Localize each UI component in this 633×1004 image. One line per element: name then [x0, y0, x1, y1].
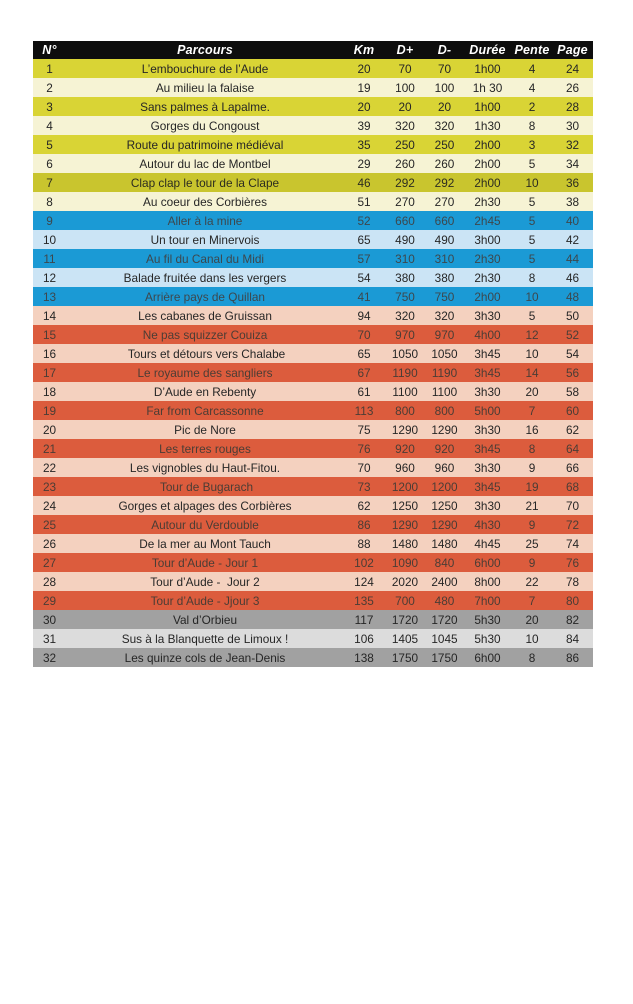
cell-page: 44	[565, 251, 580, 266]
cell-km: 54	[357, 270, 371, 285]
cell-pente: 19	[525, 479, 539, 494]
cell-duree: 8h00	[474, 574, 501, 589]
cell-page: 74	[565, 536, 580, 551]
cell-pente: 10	[525, 289, 539, 304]
cell-dplus: 1290	[391, 422, 419, 437]
cell-pente: 14	[525, 365, 539, 380]
cell-km: 29	[357, 156, 371, 171]
cell-duree: 4h30	[474, 517, 501, 532]
cell-dplus: 1100	[392, 384, 418, 399]
cell-dminus: 20	[437, 99, 452, 114]
cell-route-name: Sans palmes à Lapalme.	[140, 99, 270, 114]
cell-page: 34	[565, 156, 580, 171]
cell-route-number: 18	[42, 384, 57, 399]
table-row	[33, 553, 593, 572]
cell-dminus: 100	[434, 80, 455, 95]
cell-page: 38	[565, 194, 580, 209]
cell-dplus: 320	[395, 308, 415, 323]
cell-page: 78	[565, 574, 580, 589]
cell-km: 65	[357, 232, 371, 247]
cell-duree: 2h00	[474, 137, 501, 152]
cell-km: 106	[354, 631, 374, 646]
cell-page: 70	[565, 498, 580, 513]
cell-route-number: 9	[46, 213, 53, 228]
cell-km: 76	[357, 441, 371, 456]
table-row	[33, 135, 593, 154]
cell-duree: 1h30	[474, 118, 501, 133]
cell-dminus: 1100	[431, 384, 458, 399]
cell-dminus: 270	[434, 194, 455, 209]
cell-route-number: 28	[42, 574, 57, 589]
cell-duree: 3h00	[474, 232, 501, 247]
cell-dplus: 700	[395, 593, 415, 608]
table-header-row	[33, 41, 593, 59]
cell-page: 36	[565, 175, 580, 190]
cell-route-name: L’embouchure de l’Aude	[141, 61, 269, 76]
cell-dminus: 320	[434, 118, 455, 133]
cell-route-number: 6	[46, 156, 53, 171]
cell-page: 62	[565, 422, 580, 437]
table-body	[33, 59, 593, 667]
cell-km: 20	[357, 99, 371, 114]
cell-km: 62	[357, 498, 371, 513]
cell-page: 76	[565, 555, 580, 570]
cell-dminus: 320	[434, 308, 455, 323]
cell-km: 57	[357, 251, 371, 266]
cell-duree: 2h30	[474, 194, 501, 209]
cell-route-number: 24	[42, 498, 57, 513]
cell-dminus: 1290	[431, 422, 458, 437]
cell-route-name: Pic de Nore	[174, 422, 236, 437]
cell-pente: 9	[528, 460, 536, 475]
cell-route-name: Autour du lac de Montbel	[139, 156, 271, 171]
cell-km: 88	[357, 536, 371, 551]
table-row	[33, 496, 593, 515]
column-header-parcours: Parcours	[177, 43, 233, 57]
table-row	[33, 154, 593, 173]
cell-dminus: 310	[434, 251, 455, 266]
cell-route-number: 22	[42, 460, 57, 475]
table-row	[33, 116, 593, 135]
cell-dplus: 750	[395, 289, 415, 304]
cell-route-name: Un tour en Minervois	[150, 232, 260, 247]
column-header-dminus: D-	[437, 43, 452, 57]
cell-page: 80	[565, 593, 580, 608]
cell-duree: 5h00	[474, 403, 501, 418]
cell-dminus: 250	[434, 137, 455, 152]
cell-page: 56	[565, 365, 580, 380]
cell-duree: 3h30	[474, 308, 501, 323]
cell-duree: 3h30	[474, 460, 501, 475]
cell-page: 40	[565, 213, 580, 228]
cell-route-number: 31	[42, 631, 57, 646]
cell-route-number: 1	[46, 61, 53, 76]
cell-km: 39	[357, 118, 371, 133]
cell-route-number: 25	[42, 517, 57, 532]
table-row	[33, 211, 593, 230]
cell-km: 75	[357, 422, 371, 437]
cell-route-name: Au fil du Canal du Midi	[145, 251, 265, 266]
cell-pente: 22	[525, 574, 539, 589]
cell-dminus: 1290	[431, 517, 458, 532]
table-row	[33, 572, 593, 591]
cell-dminus: 750	[434, 289, 455, 304]
cell-route-name: Tour d’Aude - Jjour 3	[150, 593, 260, 608]
column-header-dplus: D+	[396, 43, 414, 57]
table-row	[33, 249, 593, 268]
cell-page: 60	[565, 403, 580, 418]
cell-pente: 2	[528, 99, 536, 114]
cell-route-name: Tours et détours vers Chalabe	[124, 346, 286, 361]
cell-pente: 12	[525, 327, 539, 342]
cell-duree: 1h 30	[472, 80, 503, 95]
cell-route-number: 27	[42, 555, 57, 570]
column-header-num: N°	[42, 43, 57, 57]
cell-route-name: Ne pas squizzer Couiza	[142, 327, 268, 342]
cell-route-number: 16	[42, 346, 57, 361]
cell-duree: 5h30	[474, 631, 501, 646]
cell-pente: 8	[528, 441, 536, 456]
cell-page: 68	[565, 479, 580, 494]
cell-dplus: 1250	[391, 498, 419, 513]
cell-page: 48	[565, 289, 580, 304]
cell-dminus: 1190	[431, 365, 458, 380]
cell-duree: 6h00	[474, 555, 501, 570]
cell-pente: 7	[528, 403, 536, 418]
cell-pente: 20	[525, 384, 539, 399]
cell-dplus: 20	[398, 99, 412, 114]
cell-route-name: Autour du Verdouble	[151, 517, 259, 532]
table-row	[33, 59, 593, 78]
cell-km: 41	[357, 289, 371, 304]
cell-km: 61	[357, 384, 371, 399]
cell-dplus: 70	[398, 61, 412, 76]
cell-route-number: 15	[42, 327, 57, 342]
cell-km: 70	[357, 460, 371, 475]
cell-dplus: 800	[395, 403, 415, 418]
cell-km: 124	[354, 574, 374, 589]
cell-page: 26	[565, 80, 580, 95]
table-row	[33, 534, 593, 553]
cell-route-number: 2	[46, 80, 53, 95]
cell-km: 94	[357, 308, 371, 323]
cell-dplus: 1200	[391, 479, 419, 494]
cell-duree: 3h45	[474, 365, 501, 380]
cell-km: 35	[357, 137, 371, 152]
table-row	[33, 344, 593, 363]
cell-route-number: 14	[42, 308, 57, 323]
cell-route-name: Clap clap le tour de la Clape	[130, 175, 280, 190]
cell-page: 28	[565, 99, 580, 114]
cell-pente: 7	[528, 593, 536, 608]
cell-route-number: 8	[46, 194, 53, 209]
cell-dplus: 1050	[391, 346, 419, 361]
cell-pente: 20	[525, 612, 539, 627]
cell-pente: 5	[528, 232, 536, 247]
cell-dminus: 660	[434, 213, 455, 228]
cell-dplus: 490	[395, 232, 415, 247]
table-row	[33, 363, 593, 382]
cell-route-number: 7	[46, 175, 53, 190]
cell-duree: 2h45	[474, 213, 501, 228]
cell-dminus: 70	[437, 61, 452, 76]
cell-dplus: 970	[395, 327, 415, 342]
cell-page: 82	[565, 612, 580, 627]
cell-page: 54	[565, 346, 580, 361]
cell-dminus: 920	[434, 441, 455, 456]
cell-km: 65	[357, 346, 371, 361]
cell-dplus: 260	[395, 156, 415, 171]
table-row	[33, 515, 593, 534]
cell-pente: 3	[528, 137, 536, 152]
cell-duree: 7h00	[474, 593, 501, 608]
table-row	[33, 439, 593, 458]
cell-route-name: Les vignobles du Haut-Fitou.	[129, 460, 281, 475]
cell-dminus: 800	[434, 403, 455, 418]
cell-route-number: 19	[42, 403, 57, 418]
cell-pente: 5	[528, 213, 536, 228]
cell-pente: 8	[528, 118, 536, 133]
cell-route-name: D’Aude en Rebenty	[153, 384, 257, 399]
cell-km: 135	[354, 593, 374, 608]
cell-dminus: 1720	[431, 612, 458, 627]
cell-route-name: Aller à la mine	[167, 213, 243, 228]
cell-route-name: Tour d’Aude - Jour 2	[150, 574, 260, 589]
cell-pente: 4	[528, 61, 536, 76]
cell-page: 46	[565, 270, 580, 285]
cell-route-name: Val d’Orbieu	[172, 612, 238, 627]
cell-route-number: 5	[46, 137, 53, 152]
table-row	[33, 458, 593, 477]
table-row	[33, 477, 593, 496]
cell-route-number: 29	[42, 593, 57, 608]
cell-dminus: 1480	[431, 536, 458, 551]
cell-dplus: 270	[395, 194, 415, 209]
cell-km: 67	[357, 365, 371, 380]
table-row	[33, 268, 593, 287]
cell-route-name: Route du patrimoine médiéval	[126, 137, 284, 152]
cell-dminus: 260	[434, 156, 455, 171]
cell-page: 32	[565, 137, 580, 152]
cell-dplus: 660	[395, 213, 415, 228]
cell-route-name: Balade fruitée dans les vergers	[123, 270, 287, 285]
cell-duree: 1h00	[474, 99, 501, 114]
cell-route-name: Au milieu la falaise	[155, 80, 255, 95]
cell-route-number: 4	[46, 118, 53, 133]
cell-dplus: 292	[395, 175, 415, 190]
table-row	[33, 97, 593, 116]
cell-dplus: 920	[395, 441, 415, 456]
cell-km: 20	[357, 61, 371, 76]
cell-duree: 2h30	[474, 270, 501, 285]
cell-route-number: 17	[42, 365, 57, 380]
cell-duree: 3h45	[474, 479, 501, 494]
cell-dplus: 1290	[391, 517, 419, 532]
cell-route-name: Les quinze cols de Jean-Denis	[124, 650, 286, 665]
cell-dminus: 490	[434, 232, 455, 247]
cell-page: 66	[565, 460, 580, 475]
cell-route-name: De la mer au Mont Tauch	[139, 536, 271, 551]
cell-route-name: Arrière pays de Quillan	[145, 289, 265, 304]
cell-route-name: Les cabanes de Gruissan	[138, 308, 272, 323]
cell-duree: 2h30	[474, 251, 501, 266]
cell-page: 30	[565, 118, 580, 133]
cell-km: 86	[357, 517, 371, 532]
table-row	[33, 192, 593, 211]
table-row	[33, 382, 593, 401]
cell-dplus: 380	[395, 270, 415, 285]
column-header-pente: Pente	[514, 43, 550, 57]
cell-dminus: 1250	[431, 498, 458, 513]
cell-pente: 5	[528, 156, 536, 171]
cell-dplus: 1480	[391, 536, 419, 551]
cell-route-name: Les terres rouges	[159, 441, 251, 456]
cell-route-number: 11	[43, 251, 56, 266]
cell-pente: 10	[525, 631, 539, 646]
cell-pente: 5	[528, 251, 536, 266]
cell-dplus: 2020	[391, 574, 419, 589]
cell-page: 86	[565, 650, 580, 665]
cell-route-number: 3	[46, 99, 53, 114]
cell-dminus: 380	[434, 270, 455, 285]
cell-dplus: 310	[395, 251, 415, 266]
cell-pente: 25	[525, 536, 539, 551]
cell-page: 42	[565, 232, 580, 247]
cell-dplus: 1720	[391, 612, 419, 627]
table-row	[33, 287, 593, 306]
cell-route-number: 20	[42, 422, 57, 437]
cell-km: 52	[357, 213, 371, 228]
cell-dminus: 2400	[431, 574, 458, 589]
cell-pente: 8	[528, 650, 536, 665]
cell-page: 52	[565, 327, 580, 342]
cell-page: 64	[565, 441, 580, 456]
cell-pente: 5	[528, 194, 536, 209]
cell-duree: 2h00	[474, 289, 501, 304]
cell-route-name: Sus à la Blanquette de Limoux !	[121, 631, 289, 646]
cell-dminus: 1050	[431, 346, 458, 361]
cell-dminus: 840	[434, 555, 455, 570]
cell-route-number: 13	[42, 289, 57, 304]
cell-duree: 1h00	[474, 61, 501, 76]
cell-dplus: 1750	[391, 650, 419, 665]
cell-duree: 5h30	[474, 612, 501, 627]
cell-dminus: 292	[434, 175, 455, 190]
table-row	[33, 610, 593, 629]
cell-route-name: Gorges et alpages des Corbières	[118, 498, 292, 513]
cell-duree: 3h30	[474, 498, 501, 513]
cell-km: 117	[354, 612, 374, 627]
cell-route-name: Far from Carcassonne	[146, 403, 264, 418]
table-row	[33, 420, 593, 439]
table-row	[33, 306, 593, 325]
cell-dminus: 970	[434, 327, 455, 342]
table-row	[33, 325, 593, 344]
cell-dplus: 1405	[391, 631, 419, 646]
cell-pente: 16	[525, 422, 539, 437]
cell-page: 84	[565, 631, 580, 646]
cell-duree: 3h30	[474, 384, 501, 399]
cell-dminus: 480	[434, 593, 455, 608]
cell-route-name: Le royaume des sangliers	[137, 365, 273, 380]
cell-route-name: Tour de Bugarach	[156, 479, 254, 494]
cell-route-name: Au coeur des Corbières	[143, 194, 267, 209]
cell-page: 72	[565, 517, 580, 532]
cell-page: 58	[565, 384, 580, 399]
table-row	[33, 78, 593, 97]
cell-page: 24	[565, 61, 580, 76]
cell-duree: 3h45	[474, 441, 501, 456]
cell-pente: 10	[525, 346, 539, 361]
table-row	[33, 591, 593, 610]
cell-route-number: 32	[42, 650, 57, 665]
cell-pente: 9	[528, 555, 536, 570]
cell-km: 102	[354, 555, 374, 570]
cell-duree: 3h45	[474, 346, 501, 361]
cell-km: 73	[357, 479, 371, 494]
cell-km: 113	[354, 403, 374, 418]
table-row	[33, 230, 593, 249]
cell-page: 50	[565, 308, 580, 323]
cell-route-number: 30	[42, 612, 57, 627]
cell-dplus: 960	[395, 460, 415, 475]
cell-duree: 2h00	[474, 175, 501, 190]
cell-route-number: 12	[42, 270, 57, 285]
cell-duree: 4h00	[474, 327, 501, 342]
cell-pente: 21	[525, 498, 539, 513]
cell-dminus: 1045	[431, 631, 458, 646]
table-row	[33, 173, 593, 192]
cell-km: 46	[357, 175, 371, 190]
cell-dminus: 1200	[431, 479, 458, 494]
table-row	[33, 629, 593, 648]
column-header-page: Page	[557, 43, 588, 57]
cell-pente: 10	[525, 175, 539, 190]
cell-pente: 4	[528, 80, 536, 95]
cell-duree: 6h00	[474, 650, 501, 665]
cell-km: 138	[354, 650, 374, 665]
column-header-duree: Durée	[469, 43, 506, 57]
cell-dplus: 250	[395, 137, 415, 152]
cell-pente: 9	[528, 517, 536, 532]
cell-dplus: 100	[395, 80, 415, 95]
cell-route-number: 26	[42, 536, 57, 551]
cell-duree: 2h00	[474, 156, 501, 171]
cell-km: 51	[357, 194, 371, 209]
cell-route-number: 21	[42, 441, 57, 456]
cell-duree: 4h45	[474, 536, 501, 551]
cell-km: 19	[357, 80, 371, 95]
cell-dplus: 1190	[392, 365, 418, 380]
cell-route-number: 10	[42, 232, 57, 247]
cell-route-name: Tour d’Aude - Jour 1	[151, 555, 259, 570]
cell-pente: 5	[528, 308, 536, 323]
cell-route-number: 23	[42, 479, 57, 494]
cell-pente: 8	[528, 270, 536, 285]
cell-dplus: 1090	[391, 555, 419, 570]
cell-dplus: 320	[395, 118, 415, 133]
cell-dminus: 1750	[431, 650, 458, 665]
column-header-km: Km	[353, 43, 375, 57]
table-row	[33, 648, 593, 667]
cell-km: 70	[357, 327, 371, 342]
cell-duree: 3h30	[474, 422, 501, 437]
table-row	[33, 401, 593, 420]
cell-route-name: Gorges du Congoust	[150, 118, 260, 133]
cell-dminus: 960	[434, 460, 455, 475]
routes-table	[33, 41, 593, 667]
